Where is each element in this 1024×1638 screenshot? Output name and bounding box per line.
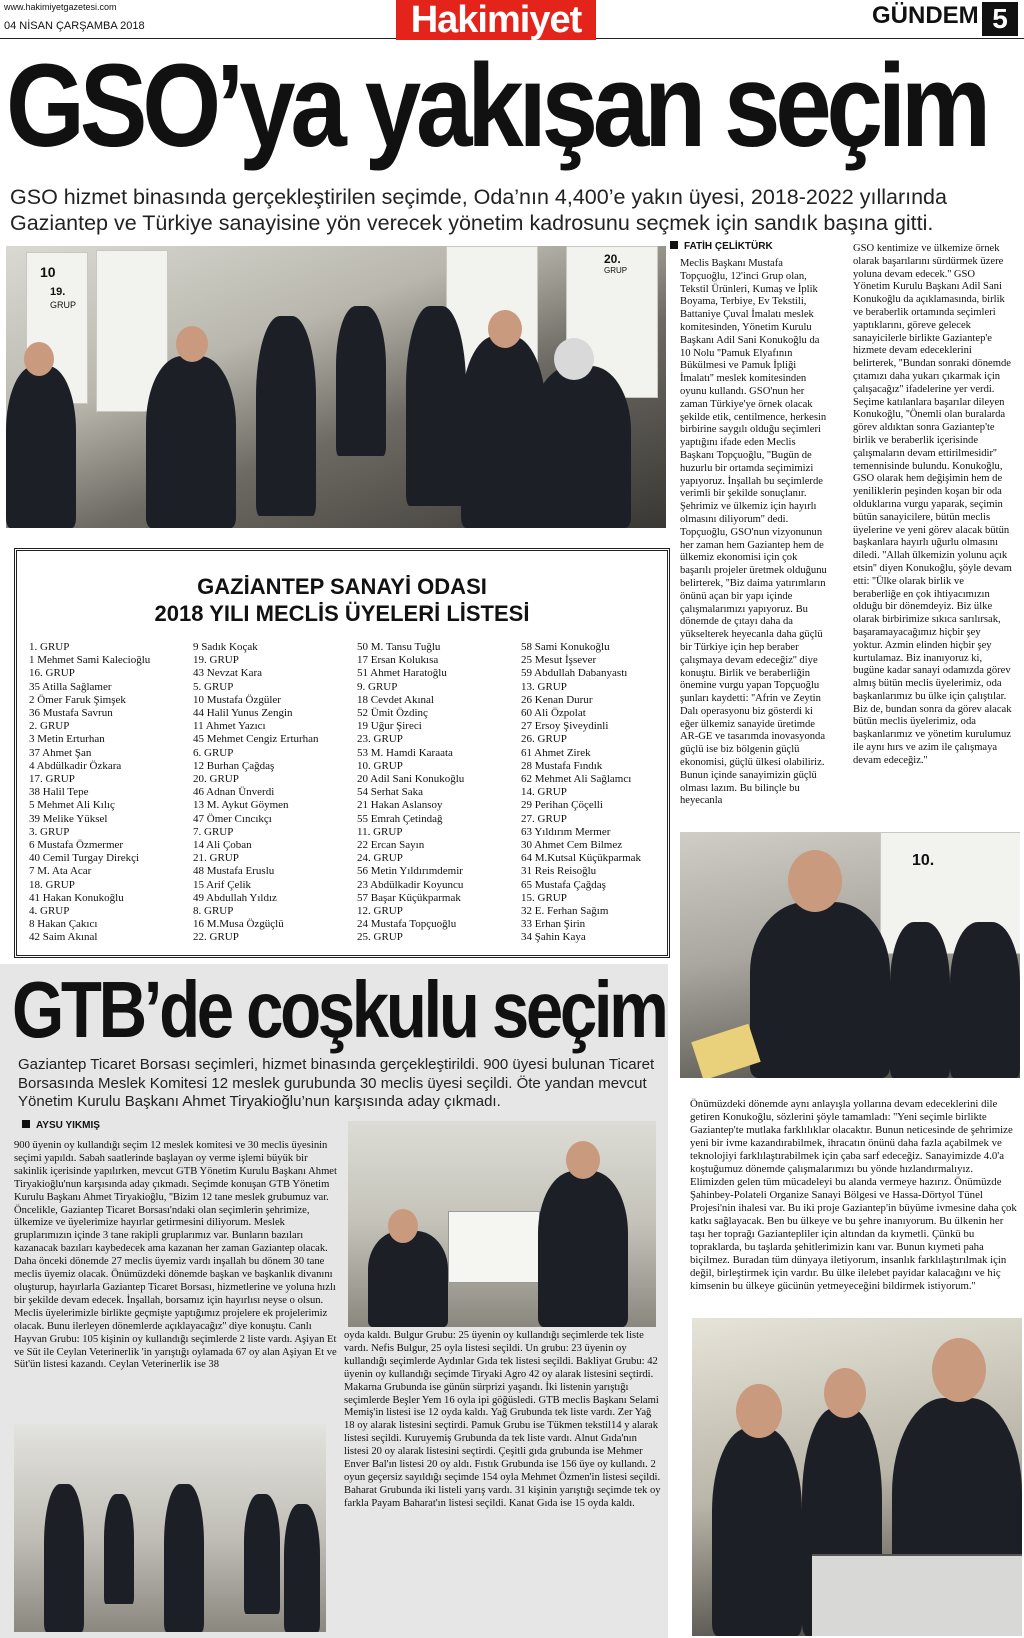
member-entry: 55 Emrah Çetindağ	[357, 812, 443, 825]
photo-officials-group	[692, 1318, 1022, 1636]
member-entry: 3. GRUP	[29, 825, 70, 838]
person	[712, 1428, 802, 1636]
member-entry: 8 Hakan Çakıcı	[29, 918, 98, 931]
member-entry: 13 M. Aykut Göymen	[193, 799, 289, 812]
member-entry: 53 M. Hamdi Karaata	[357, 746, 453, 759]
member-entry: 26. GRUP	[521, 733, 567, 746]
member-entry: 38 Halil Tepe	[29, 786, 89, 799]
member-entry: 23. GRUP	[357, 733, 403, 746]
person	[164, 1484, 204, 1632]
member-entry: 28 Mustafa Fındık	[521, 759, 603, 772]
member-entry: 56 Metin Yıldırımdemir	[357, 865, 463, 878]
member-entry: 13. GRUP	[521, 680, 567, 693]
person	[531, 366, 631, 528]
member-entry: 41 Hakan Konukoğlu	[29, 891, 124, 904]
photo-officials-voting	[680, 832, 1020, 1078]
person-head	[554, 338, 594, 380]
body-gtb-col2: oyda kaldı. Bulgur Grubu: 25 üyenin oy kullandığı seçimlerde tek liste vardı. Nefis Bulgur, 25 oyla listesi seçildi. Un grubu: 23 üyenin oy kullandığı seçimlerde Aydınlar Gıda tek listesi seçildi. Bakliyat Grubu: 42 üyenin oy kullandığı seçimde Tiryaki Agro 42 oy alarak listesini seçtirdi. Makarna Grubunda ise günün sürprizi yaşandı. İki listenin yarıştığı seçimlerde Beşler Yem 16 oyla ipi göğüsledi. GTB meclis Başkanı Selami Memiş'in listesi ise 12 oyda kaldı. Yağ Grubunda tek liste vardı. Zer Yağ 18 oy alarak listesini seçtirdi. Pamuk Grubu ise Tükmen tekstil14 y alarak listesi seçildi. Kuruyemiş Grubunda da tek liste vardı. Alnut Gıda'nın listesi 20 oy alarak listesini seçtirdi. Çeşitli gıda grubunda ise Mehmer Enver Bal'ın listesi 20 oy aldı. Fıstık Grubunda ise 156 üye oy kullandı. 2 oyun geçersiz sayıldığı seçimde 154 oyla Mehmet Özmen'in listesi seçildi. Baharat Grubunda iki listeli yarış vardı. 31 kişinin yarıştığı seçimde tek oy farkla Payam Baharat'ın listesi seçildi. Kanat Gıda ise 15 oyda kaldı.	[344, 1330, 661, 1509]
member-entry: 21. GRUP	[193, 852, 239, 865]
lead-gso: GSO hizmet binasında gerçekleştirilen seçimde, Oda’nın 4,400’e yakın üyesi, 2018-2022 yıllarında Gaziantep ve Türkiye sanayisine yön verecek yönetim kadrosunu seçmek için sandık başına gitti.	[10, 185, 947, 235]
member-entry: 14 Ali Çoban	[193, 839, 252, 852]
person	[336, 306, 386, 456]
member-entry: 49 Abdullah Yıldız	[193, 891, 277, 904]
member-entry: 63 Yıldırım Mermer	[521, 825, 611, 838]
member-entry: 42 Saim Akınal	[29, 931, 98, 944]
issue-date: 04 NİSAN ÇARŞAMBA 2018	[4, 20, 145, 32]
section-name: GÜNDEM	[872, 2, 979, 29]
member-entry: 16 M.Musa Özgüçlü	[193, 918, 284, 931]
photo-gtb-hall	[14, 1424, 326, 1632]
person-head	[788, 850, 842, 912]
member-entry: 25. GRUP	[357, 931, 403, 944]
byline-gso	[670, 241, 773, 252]
member-entry: 22 Ercan Sayın	[357, 839, 425, 852]
member-entry: 25 Mesut İşsever	[521, 654, 597, 667]
member-entry: 16. GRUP	[29, 667, 75, 680]
member-entry: 5. GRUP	[193, 680, 234, 693]
headline-gtb: GTB’de coşkulu seçim	[12, 965, 666, 1054]
member-entry: 24. GRUP	[357, 852, 403, 865]
member-entry: 60 Ali Özpolat	[521, 707, 586, 720]
member-entry: 64 M.Kutsal Küçükparmak	[521, 852, 642, 865]
person-head	[932, 1338, 986, 1402]
person	[750, 902, 890, 1078]
member-entry: 6. GRUP	[193, 746, 234, 759]
member-entry: 18 Cevdet Akınal	[357, 693, 434, 706]
body-gso-col1: Meclis Başkanı Mustafa Topçuoğlu, 12'inci Grup olan, Tekstil Ürünleri, Kumaş ve İplik Boyama, Terbiye, Ev Tekstili, Battaniye Çuval İmalatı meslek komitesinden, Yönetim Kurulu Başkanı Adil Sani Konukoğlu da 10 Nolu ''Pamuk Elyafının Bükülmesi ve Pamuk İpliği İmalatı'' meslek komitesinden oyunu kullandı. GSO'nun her zaman Türkiye'ye örnek olacak şekilde etik, centilmence, herkesin birbirine saygılı olduğu seçimleri yaptığını ifade eden Meclis Başkanı Topçuoğlu, ''Bugün de huzurlu bir ortamda seçimimizi yapıyoruz. İnşallah bu seçimlerde verimli bir şekilde sonuçlanır. Şehrimiz ve ülkemiz için hayırlı olmasını diliyorum'' dedi. Topçuoğlu, GSO'nun vizyonunun her zaman hem Gaziantep hem de ülkemiz ekonomisi için çok başarılı projeler üretmek olduğunu belirterek, ''Biz daima yatırımların önünü açan bir yapı içinde çalışmalarımızı yapıyoruz. Bu dönemde de çıtayı daha da yükselterek heyecanla daha güçlü bir Türkiye için hep beraber çalışmaya devam edeceğiz'' diye konuştu. Birlik ve beraberliğin önemine vurgu yapan Topçuoğlu şunları kaydetti: ''Afrin ve Zeytin Dalı operasyonu biz gösterdi ki eğer ülkemiz sanayide üretimde AR-GE ve tasarımda inovasyonda güçlü ise biz bölgenin güçlü ekonomisi, güçlü ülkesi olabiliriz. Bunun içinde sanayimizin güçlü olması lazım. Bu bilinçle bu heyecanla	[680, 258, 827, 807]
booth-label: 10.	[912, 852, 935, 869]
member-entry: 46 Adnan Ünverdi	[193, 786, 275, 799]
photo-gso-election-hall	[6, 246, 666, 528]
person-head	[488, 310, 522, 348]
member-entry: 36 Mustafa Savrun	[29, 707, 113, 720]
member-entry: 9. GRUP	[357, 680, 398, 693]
member-entry: 61 Ahmet Zirek	[521, 746, 591, 759]
member-entry: 22. GRUP	[193, 931, 239, 944]
member-entry: 54 Serhat Saka	[357, 786, 423, 799]
member-entry: 57 Başar Küçükparmak	[357, 891, 461, 904]
member-entry: 20 Adil Sani Konukoğlu	[357, 773, 465, 786]
member-entry: 50 M. Tansu Tuğlu	[357, 641, 441, 653]
member-entry: 12 Burhan Çağdaş	[193, 759, 275, 772]
members-list-title-line1: GAZİANTEP SANAYİ ODASI	[197, 574, 487, 599]
person	[950, 922, 1020, 1078]
person-head	[566, 1141, 600, 1179]
members-column-3	[357, 641, 515, 945]
person	[6, 366, 76, 528]
member-entry: 44 Halil Yunus Zengin	[193, 707, 293, 720]
booth-label: 20.	[604, 252, 621, 266]
member-entry: 43 Nevzat Kara	[193, 667, 263, 680]
member-entry: 15 Arif Çelik	[193, 878, 252, 891]
members-list-title-line2: 2018 YILI MECLİS ÜYELERİ LİSTESİ	[154, 601, 530, 626]
person	[244, 1494, 280, 1614]
person	[890, 922, 950, 1078]
byline-square-icon	[22, 1120, 30, 1128]
member-entry: 5 Mehmet Ali Kılıç	[29, 799, 115, 812]
lead-gtb: Gaziantep Ticaret Borsası seçimleri, hizmet binasında gerçekleştirildi. 900 üyesi bulunan Ticaret Borsasında Meslek Komitesi 12 meslek gurubunda 30 meclis üyesi seçildi. Öte yandan mevcut Yönetim Kurulu Başkanı Ahmet Tiryakioğlu’nun karşısında aday çıkmadı.	[18, 1056, 655, 1110]
person	[146, 356, 236, 528]
member-entry: 1 Mehmet Sami Kalecioğlu	[29, 654, 151, 667]
member-entry: 20. GRUP	[193, 773, 239, 786]
byline-gtb-name: AYSU YIKMIŞ	[36, 1120, 100, 1131]
person	[44, 1484, 84, 1632]
person-head	[736, 1384, 782, 1438]
person	[406, 306, 466, 506]
headline-gso: GSO’ya yakışan seçim	[6, 40, 986, 172]
body-gso-col3: Önümüzdeki dönemde aynı anlayışla yollarına devam edeceklerini dile getiren Konukoğlu, sözlerini şöyle tamamladı: ''Yeni seçimle birlikte Gaziantep'te mutlaka farklılıklar olacaktır. Bunun neticesinde de şehrimize yeni bir ivme kazandırabilmek, ihracatın önünü daha fazla açabilmek ve teknolojiyi farklılaştırabilmek için çaba sarf edeceğiz. Sanayimizde 4.0'a koştuğumuz dönemde çalışmalarımızı bu yönde hızlandırmalıyız. Elimizden gelen tüm mücadeleyi bu alanda vermeye hazırız. Önümüzde Şahinbey-Polateli Organize Sanayi Bölgesi ve Hassa-Dörtyol Tünel Projesi'nin ihalesi var. Bu iki proje Gaziantep'in büyüme ivmesine daha çok katkı sağlayacak. Ben bu ülkeye ve bu şehre inanıyorum. Bu ülkenin her taşı her toprağı Gaziantepliler için altından da kıymetli. Çünkü bu topraklarda, bu taşlarda şehitlerimizin kanı var. Bunun kıymeti paha biçilmez. Buradan tüm dünyaya iletiyorum, insanlık farklılaştırılmak için değil, birleştirmek için vardır. Bu ülke ilelebet payidar kalacağını ve hiç kimsenin bu ülkeye gücünün yetmeyeceğini bildirmek istiyorum.''	[690, 1098, 1017, 1292]
ballot-box	[812, 1554, 1022, 1636]
member-entry: 51 Ahmet Haratoğlu	[357, 667, 447, 680]
member-entry: 34 Şahin Kaya	[521, 931, 586, 944]
member-entry: 17 Ersan Kolukısa	[357, 654, 439, 667]
member-entry: 52 Ümit Özdinç	[357, 707, 428, 720]
website-url: www.hakimiyetgazetesi.com	[4, 2, 117, 12]
member-entry: 31 Reis Reisoğlu	[521, 865, 597, 878]
booth-label: GRUP	[604, 266, 628, 275]
member-entry: 15. GRUP	[521, 891, 567, 904]
member-entry: 59 Abdullah Dabanyastı	[521, 667, 628, 680]
member-entry: 9 Sadık Koçak	[193, 641, 258, 653]
member-entry: 11 Ahmet Yazıcı	[193, 720, 266, 733]
member-entry: 27. GRUP	[521, 812, 567, 825]
member-entry: 1. GRUP	[29, 641, 70, 653]
member-entry: 29 Perihan Çöçelli	[521, 799, 603, 812]
person	[284, 1504, 320, 1632]
person	[538, 1171, 628, 1327]
person-head	[824, 1368, 866, 1418]
member-entry: 24 Mustafa Topçuoğlu	[357, 918, 457, 931]
byline-gso-name: FATİH ÇELİKTÜRK	[684, 241, 773, 252]
member-entry: 39 Melike Yüksel	[29, 812, 108, 825]
member-entry: 10 Mustafa Özgüler	[193, 693, 281, 706]
member-entry: 10. GRUP	[357, 759, 403, 772]
member-entry: 2. GRUP	[29, 720, 70, 733]
member-entry: 8. GRUP	[193, 905, 234, 918]
member-entry: 3 Metin Erturhan	[29, 733, 105, 746]
booth-label: GRUP	[50, 300, 77, 310]
member-entry: 32 E. Ferhan Sağım	[521, 905, 609, 918]
members-column-2	[193, 641, 351, 945]
ballot-box	[448, 1211, 540, 1283]
member-entry: 19. GRUP	[193, 654, 239, 667]
member-entry: 14. GRUP	[521, 786, 567, 799]
member-entry: 48 Mustafa Eruslu	[193, 865, 275, 878]
member-entry: 4 Abdülkadir Özkara	[29, 759, 122, 772]
member-entry: 19 Uğur Şireci	[357, 720, 422, 733]
member-entry: 45 Mehmet Cengiz Erturhan	[193, 733, 319, 746]
member-entry: 62 Mehmet Ali Sağlamcı	[521, 773, 632, 786]
member-entry: 7. GRUP	[193, 825, 234, 838]
member-entry: 35 Atilla Sağlamer	[29, 680, 112, 693]
member-entry: 21 Hakan Aslansoy	[357, 799, 443, 812]
page-number: 5	[982, 2, 1018, 36]
member-entry: 26 Kenan Durur	[521, 693, 593, 706]
member-entry: 30 Ahmet Cem Bilmez	[521, 839, 623, 852]
member-entry: 58 Sami Konukoğlu	[521, 641, 610, 653]
members-column-1	[29, 641, 187, 945]
body-gso-col2: GSO kentimize ve ülkemize örnek olarak başarılarını sürdürmek üzere yoluna devam edecek.'' GSO Yönetim Kurulu Başkanı Adil Sani Konukoğlu da açıklamasında, birlik ve beraberlik ortamında seçimleri yaptıklarını, göreve gelecek sanayicilerle birlikte Gaziantep'e hizmete devam edeceklerini belirterek, ''Bundan sonraki dönemde çıtamızı daha yukarı çıkarmak için çalışacağız'' ifadelerine yer verdi. Seçime katılanlara başarılar dileyen Konukoğlu, ''Önemli olan buralarda görev aldıktan sonra Gaziantep'te birlik ve beraberlik içerisinde çalışmaların devam ettirilmesidir'' temennisinde bulundu. Konukoğlu, GSO olarak hem değişimin hem de yeniliklerin peşinden koşan bir oda olduklarına vurgu yaparak, seçimin bütün sanayicilere, bütün meclis üyelerine ve yeni görev alacak bütün başkanlara hayırlı uğurlu olmasını diledi. ''Allah ülkemizin yolunu açık etsin'' diyen Konukoğlu, şöyle devam etti: ''Ülke olarak birlik ve beraberliğe en çok ihtiyacımızın olduğu bir dönemdeyiz. Biz ülke olarak birbirimize sıkıca sarılırsak, başaramayacağımız hiçbir şey yoktur. Azmin elinden hiçbir şey kurtulamaz. Biz inanıyoruz ki, bugüne kadar sanayi odamızda görev almış bütün meclis üyelerimiz, oda başkanlarımız bu ülke için çalıştılar. Biz de, bundan sonra da görev alacak bütün meclis üyelerimiz, oda başkanlarımız ve yönetim kurulumuz ile aynı hırs ve azim ile çalışmaya devam edeceğiz.''	[853, 243, 1012, 766]
member-entry: 37 Ahmet Şan	[29, 746, 92, 759]
member-entry: 2 Ömer Faruk Şimşek	[29, 693, 126, 706]
member-entry: 4. GRUP	[29, 905, 70, 918]
member-entry: 17. GRUP	[29, 773, 75, 786]
person-head	[388, 1209, 418, 1243]
member-entry: 23 Abdülkadir Koyuncu	[357, 878, 464, 891]
body-gtb-col1: 900 üyenin oy kullandığı seçim 12 meslek komitesi ve 30 meclis üyesinin seçimi yapıldı. Sabah saatlerinde başlayan oy verme işlemi büyük bir sakinlik içerisinde yapılırken, mevcut GTB Yönetim Kurulu Başkanı Ahmet Tiryakioğlu'nun karşısında aday çıkmadı. Seçimde konuşan GTB Yönetim Kurulu Başkanı Ahmet Tiryakioğlu, ''Bizim 12 tane meslek grubumuz var. Öncelikle, Gaziantep Ticaret Borsası'ndaki olan seçimlerin şehrimize, ülkemize ve üyelerimize hayırlar getirmesini diliyorum. Meslek gruplarımızın içinde 3 tane rakipli gruplarımız var. Bunların bazıları kazanacak bazıları kaybedecek ama kazanan her zaman Gaziantep olacak. Daha önceki dönemde 27 meclis üyemiz vardı inşallah bu dönem 30 tane meclis üyemiz olacak. Önümüzdeki dönemde başkan ve başkanlık divanını oluşturup, hayırlarla Gaziantep Ticaret Borsası, hizmetlerine ve yoluna hızlı bir şekilde devam edecek. İnşallah, borsamız için hayırlısı neyse o olsun. Meclis üyelerimizle birlikte geçmişte yaptığımız projelere ek projelerimiz olacak. Bunu ilerleyen dönemlerde açıklayacağız'' diye konuştu. Canlı Hayvan Grubu: 105 kişinin oy kullandığı seçimlerde 2 liste vardı. Aşiyan Et ve Süt ile Ceylan Veterinerlik 'in yarıştığı oylamada 67 oy alan Aşiyan Et ve Süt'ün listesi kazandı. Ceylan Veterinerlik ise 38	[14, 1140, 337, 1371]
member-entry: 40 Cemil Turgay Direkçi	[29, 852, 140, 865]
members-column-4	[521, 641, 679, 945]
person-head	[176, 326, 208, 362]
member-entry: 18. GRUP	[29, 878, 75, 891]
photo-gtb-ballot	[348, 1121, 656, 1327]
member-entry: 47 Ömer Cıncıkçı	[193, 812, 272, 825]
byline-square-icon	[670, 241, 678, 249]
person	[368, 1231, 448, 1327]
members-list-box	[14, 548, 670, 958]
member-entry: 65 Mustafa Çağdaş	[521, 878, 606, 891]
member-entry: 33 Erhan Şirin	[521, 918, 586, 931]
person	[256, 316, 316, 516]
byline-gtb	[22, 1120, 100, 1131]
person	[104, 1494, 134, 1604]
member-entry: 12. GRUP	[357, 905, 403, 918]
members-list-title	[17, 573, 667, 627]
newspaper-logo: Hakimiyet	[396, 0, 596, 40]
booth-label: 19.	[50, 286, 66, 298]
booth-label: 10	[40, 264, 56, 280]
person-head	[24, 342, 54, 376]
member-entry: 6 Mustafa Özmermer	[29, 839, 124, 852]
member-entry: 27 Ersoy Şiveydinli	[521, 720, 609, 733]
member-entry: 11. GRUP	[357, 825, 403, 838]
member-entry: 7 M. Ata Acar	[29, 865, 92, 878]
